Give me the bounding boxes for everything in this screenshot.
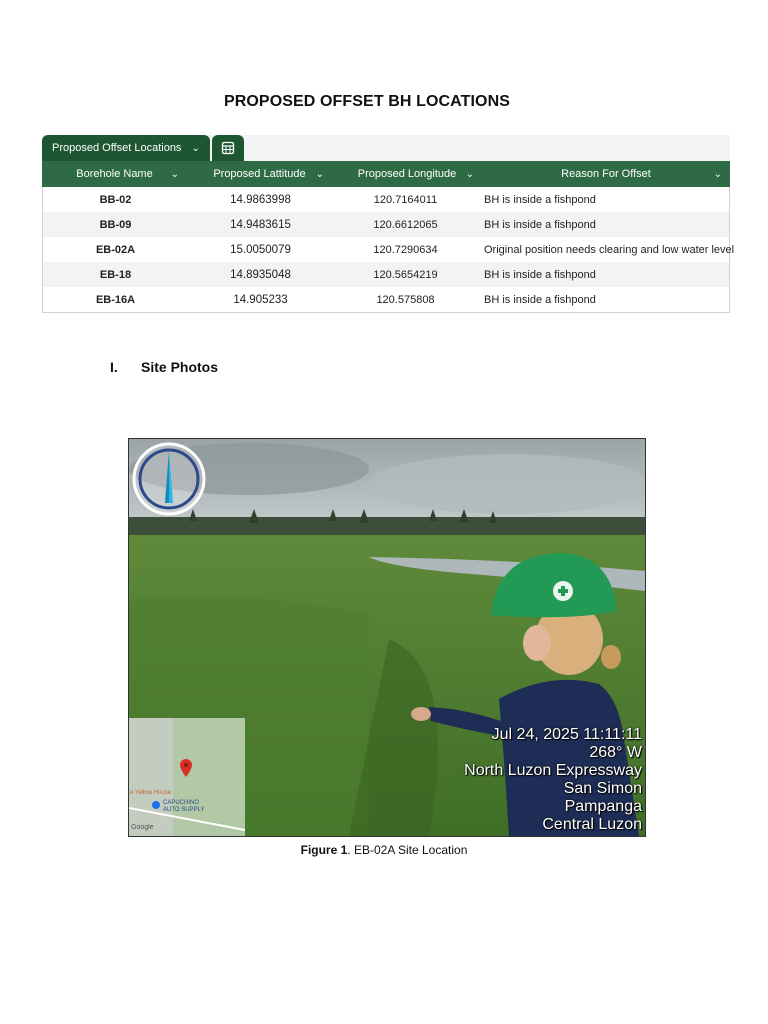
latitude-cell[interactable]: 14.905233 <box>233 293 288 306</box>
figure-caption-text: . EB-02A Site Location <box>347 843 468 857</box>
table-row[interactable] <box>43 187 729 212</box>
document-title: PROPOSED OFFSET BH LOCATIONS <box>223 93 511 110</box>
map-label: AUTO SUPPLY <box>163 807 205 813</box>
chevron-down-icon[interactable]: ⌄ <box>713 168 722 180</box>
sheet-tab-label: Proposed Offset Locations <box>52 142 182 154</box>
borehole-name-cell[interactable]: EB-02A <box>95 243 136 256</box>
section-title: Site Photos <box>141 359 219 375</box>
borehole-name-cell[interactable]: BB-02 <box>99 193 132 206</box>
table-row[interactable] <box>43 287 729 312</box>
sheet-tab[interactable] <box>42 135 210 161</box>
chevron-down-icon[interactable]: ⌄ <box>315 168 324 180</box>
sheet-tab-bar <box>42 135 730 161</box>
column-header-reason[interactable] <box>482 161 730 187</box>
site-photo <box>128 438 646 837</box>
map-place-icon <box>152 801 160 809</box>
column-header-label: Proposed Lattitude <box>213 168 306 180</box>
compass-icon <box>131 441 207 517</box>
table-row[interactable] <box>43 262 729 287</box>
chevron-down-icon[interactable]: ⌄ <box>465 168 474 180</box>
latitude-cell[interactable]: 15.0050079 <box>230 243 291 256</box>
latitude-cell[interactable]: 14.8935048 <box>230 268 291 281</box>
offset-locations-sheet <box>42 135 735 315</box>
figure-caption <box>0 843 768 857</box>
table-header <box>42 161 730 187</box>
stamp-heading: 268° W <box>589 744 642 761</box>
table-row[interactable] <box>43 212 729 237</box>
borehole-name-cell[interactable]: EB-16A <box>95 293 136 306</box>
reason-cell[interactable]: BH is inside a fishpond <box>484 293 596 306</box>
latitude-cell[interactable]: 14.9863998 <box>230 193 291 206</box>
borehole-name-cell[interactable]: EB-18 <box>99 268 132 281</box>
stamp-province: Pampanga <box>564 798 642 815</box>
column-header-borehole-name[interactable] <box>42 161 187 187</box>
chevron-down-icon[interactable]: ⌄ <box>170 168 179 180</box>
column-header-label: Borehole Name <box>76 168 153 180</box>
column-header-longitude[interactable] <box>332 161 482 187</box>
stamp-road: North Luzon Expressway <box>464 762 642 779</box>
map-pin-icon <box>179 758 193 778</box>
reason-cell[interactable]: BH is inside a fishpond <box>484 193 596 206</box>
longitude-cell[interactable]: 120.7164011 <box>373 193 438 206</box>
map-label: CAPUCHINO <box>163 800 200 806</box>
reason-cell[interactable]: BH is inside a fishpond <box>484 268 596 281</box>
longitude-cell[interactable]: 120.6612065 <box>373 218 438 231</box>
borehole-name-cell[interactable]: BB-09 <box>99 218 132 231</box>
column-header-latitude[interactable] <box>187 161 332 187</box>
reason-cell[interactable]: Original position needs clearing and low water level <box>484 243 735 256</box>
map-label: e Yellow House <box>130 790 172 796</box>
latitude-cell[interactable]: 14.9483615 <box>230 218 291 231</box>
longitude-cell[interactable]: 120.5654219 <box>373 268 438 281</box>
column-header-label: Reason For Offset <box>561 168 651 180</box>
stamp-region: Central Luzon <box>542 816 642 833</box>
table-body <box>42 187 735 313</box>
photo-timestamp-overlay <box>464 726 642 834</box>
figure-label: Figure 1 <box>300 843 348 857</box>
chevron-down-icon[interactable]: ⌄ <box>191 142 200 154</box>
stamp-datetime: Jul 24, 2025 11:11:11 <box>491 726 642 743</box>
location-minimap <box>129 718 245 836</box>
reason-cell[interactable]: BH is inside a fishpond <box>484 218 596 231</box>
longitude-cell[interactable]: 120.7290634 <box>373 243 438 256</box>
table-row[interactable] <box>43 237 735 262</box>
section-heading <box>110 359 218 375</box>
google-logo: Google <box>131 824 154 831</box>
stamp-municipality: San Simon <box>563 780 642 797</box>
table-grid-icon[interactable] <box>212 135 244 161</box>
longitude-cell[interactable]: 120.575808 <box>376 293 435 306</box>
section-number: I. <box>110 359 118 375</box>
column-header-label: Proposed Longitude <box>357 168 457 180</box>
